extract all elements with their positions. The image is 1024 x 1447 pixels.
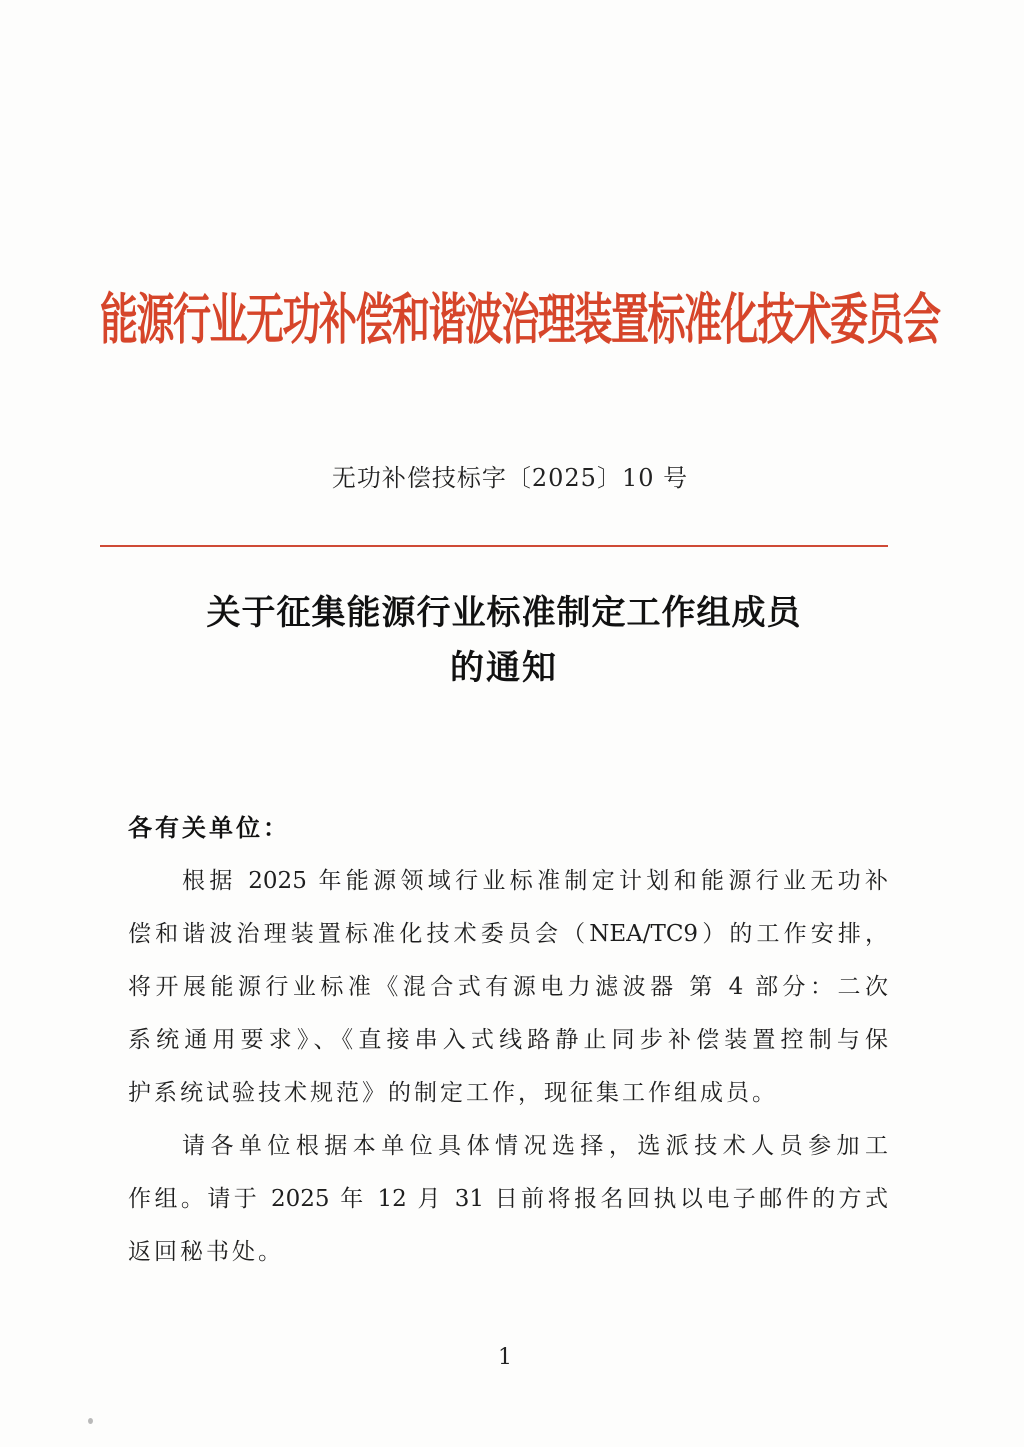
letterhead-divider bbox=[100, 545, 888, 547]
document-title-line-2: 的通知 bbox=[450, 648, 558, 688]
page-number: 1 bbox=[498, 1345, 512, 1370]
salutation: 各有关单位： bbox=[128, 814, 290, 842]
organization-letterhead: 能源行业无功补偿和谐波治理装置标准化技术委员会 bbox=[100, 287, 940, 352]
paragraph-1-line: 系统通用要求》、《直接串入式线路静止同步补偿装置控制与保 bbox=[128, 1027, 888, 1053]
paragraph-2-line: 返回秘书处。 bbox=[128, 1239, 284, 1265]
scan-artifact bbox=[88, 1418, 93, 1424]
paragraph-1-line: 根据 2025 年能源领域行业标准制定计划和能源行业无功补 bbox=[182, 868, 888, 894]
paragraph-1-line: 护系统试验技术规范》的制定工作，现征集工作组成员。 bbox=[128, 1080, 778, 1106]
paragraph-2-line: 作组。请于 2025 年 12 月 31 日前将报名回执以电子邮件的方式 bbox=[128, 1186, 888, 1212]
document-number: 无功补偿技标字〔2025〕10 号 bbox=[331, 464, 689, 492]
paragraph-1-line: 偿和谐波治理装置标准化技术委员会（NEA/TC9）的工作安排， bbox=[128, 921, 888, 947]
document-title-line-1: 关于征集能源行业标准制定工作组成员 bbox=[206, 593, 802, 633]
paragraph-1-line: 将开展能源行业标准《混合式有源电力滤波器 第 4 部分：二次 bbox=[128, 974, 888, 1000]
paragraph-2-line: 请各单位根据本单位具体情况选择，选派技术人员参加工 bbox=[182, 1133, 888, 1159]
